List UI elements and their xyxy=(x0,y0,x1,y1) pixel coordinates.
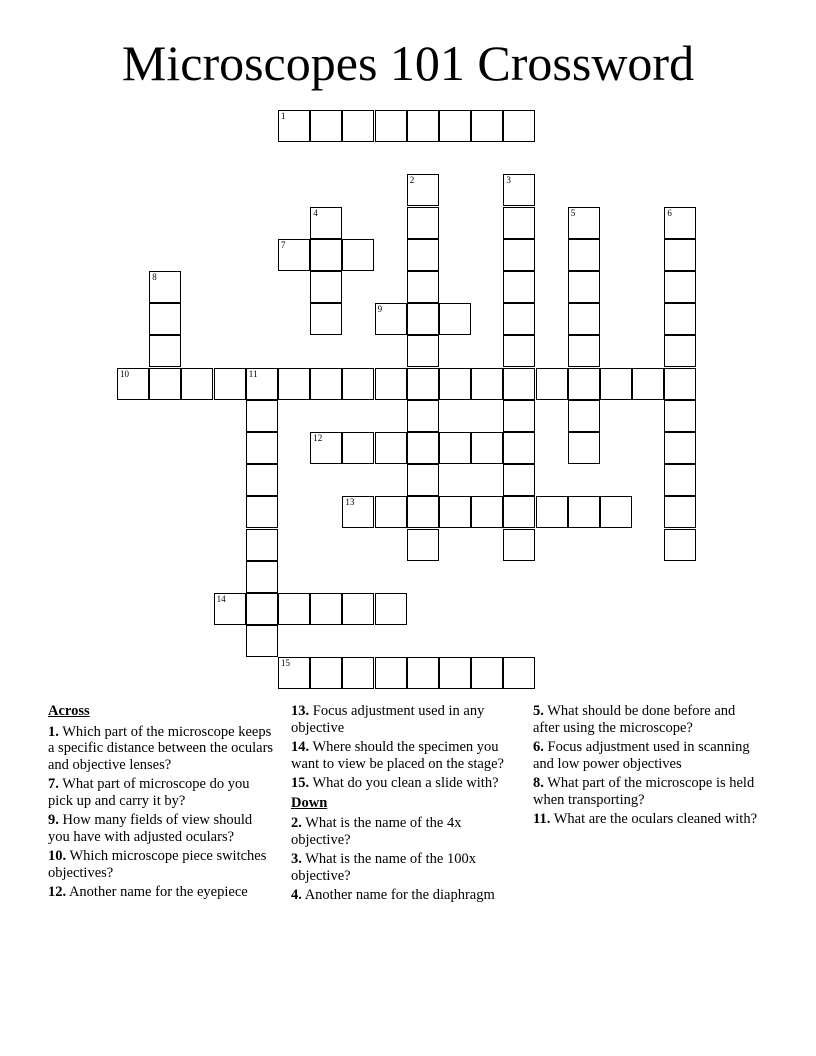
crossword-cell[interactable] xyxy=(278,593,310,625)
cell-number: 2 xyxy=(409,175,415,186)
crossword-cell[interactable] xyxy=(278,110,310,142)
crossword-cell[interactable] xyxy=(149,335,181,367)
crossword-cell[interactable] xyxy=(503,464,535,496)
crossword-cell[interactable] xyxy=(568,303,600,335)
crossword-cell[interactable] xyxy=(342,496,374,528)
crossword-cell[interactable] xyxy=(471,496,503,528)
crossword-cell[interactable] xyxy=(149,303,181,335)
crossword-cell[interactable] xyxy=(664,464,696,496)
clue-item xyxy=(533,811,758,828)
crossword-cell[interactable] xyxy=(310,207,342,239)
clue-item xyxy=(533,703,758,736)
clue-item xyxy=(291,815,511,848)
crossword-cell[interactable] xyxy=(664,368,696,400)
clue-item xyxy=(48,812,276,845)
crossword-cell[interactable] xyxy=(246,496,278,528)
crossword-cell[interactable] xyxy=(632,368,664,400)
crossword-cell[interactable] xyxy=(375,657,407,689)
crossword-cell[interactable] xyxy=(375,432,407,464)
crossword-cell[interactable] xyxy=(407,529,439,561)
crossword-cell[interactable] xyxy=(407,303,439,335)
down-heading: Down xyxy=(291,794,328,811)
crossword-cell[interactable] xyxy=(246,432,278,464)
clue-column-1 xyxy=(48,703,276,904)
crossword-cell[interactable] xyxy=(342,110,374,142)
clue-item xyxy=(48,724,276,774)
crossword-cell[interactable] xyxy=(439,496,471,528)
crossword-cell[interactable] xyxy=(375,593,407,625)
clue-number: 3. xyxy=(291,851,302,867)
clue-number: 10. xyxy=(48,848,67,864)
clue-number: 12. xyxy=(48,884,67,900)
crossword-cell[interactable] xyxy=(439,110,471,142)
crossword-cell[interactable] xyxy=(568,335,600,367)
crossword-cell[interactable] xyxy=(471,368,503,400)
cell-number: 9 xyxy=(377,304,383,315)
crossword-cell[interactable] xyxy=(407,496,439,528)
crossword-cell[interactable] xyxy=(342,657,374,689)
clue-item xyxy=(48,848,276,881)
crossword-cell[interactable] xyxy=(407,400,439,432)
clue-text: Focus adjustment used in scanning and low power objectives xyxy=(533,739,750,772)
clue-number: 8. xyxy=(533,775,544,791)
clue-text: Where should the specimen you want to view be placed on the stage? xyxy=(291,739,504,772)
crossword-cell[interactable] xyxy=(503,303,535,335)
crossword-cell[interactable] xyxy=(600,496,632,528)
clue-text: What part of microscope do you pick up and carry it by? xyxy=(48,776,250,809)
crossword-cell[interactable] xyxy=(664,303,696,335)
cell-number: 12 xyxy=(313,433,323,443)
crossword-cell[interactable] xyxy=(407,207,439,239)
crossword-cell[interactable] xyxy=(568,207,600,239)
crossword-cell[interactable] xyxy=(149,368,181,400)
crossword-cell[interactable] xyxy=(375,368,407,400)
clue-number: 14. xyxy=(291,739,310,755)
crossword-cell[interactable] xyxy=(214,368,246,400)
crossword-cell[interactable] xyxy=(246,625,278,657)
cell-number: 8 xyxy=(152,272,157,282)
clue-text: What should be done before and after using the microscope? xyxy=(533,703,736,736)
across-heading: Across xyxy=(48,703,90,719)
clue-text: Another name for the eyepiece xyxy=(68,884,248,900)
clue-text: What is the name of the 4x objective? xyxy=(291,815,462,848)
crossword-cell[interactable] xyxy=(664,400,696,432)
crossword-cell[interactable] xyxy=(246,593,278,625)
crossword-cell[interactable] xyxy=(664,529,696,561)
clue-number: 15. xyxy=(291,775,310,791)
clue-item xyxy=(533,739,758,772)
crossword-cell[interactable] xyxy=(568,271,600,303)
crossword-cell[interactable] xyxy=(568,496,600,528)
clue-text: What part of the microscope is held when transporting? xyxy=(533,775,755,808)
clue-item xyxy=(48,884,276,901)
crossword-cell[interactable] xyxy=(503,432,535,464)
crossword-cell[interactable] xyxy=(246,561,278,593)
cell-number: 3 xyxy=(506,175,511,186)
cell-number: 11 xyxy=(248,368,258,379)
crossword-cell[interactable] xyxy=(117,368,149,400)
clue-item xyxy=(291,851,511,884)
crossword-cell[interactable] xyxy=(375,110,407,142)
crossword-cell[interactable] xyxy=(503,110,535,142)
clue-item xyxy=(291,887,511,904)
cell-number: 15 xyxy=(281,658,290,669)
crossword-cell[interactable] xyxy=(407,335,439,367)
clue-number: 6. xyxy=(533,739,544,755)
crossword-cell[interactable] xyxy=(536,368,568,400)
crossword-cell[interactable] xyxy=(503,335,535,367)
crossword-cell[interactable] xyxy=(342,239,374,271)
crossword-cell[interactable] xyxy=(310,593,342,625)
crossword-cell[interactable] xyxy=(246,400,278,432)
crossword-cell[interactable] xyxy=(342,593,374,625)
clue-text: Which microscope piece switches objectives? xyxy=(48,848,267,881)
crossword-cell[interactable] xyxy=(310,303,342,335)
clue-item xyxy=(48,776,276,809)
crossword-cell[interactable] xyxy=(310,110,342,142)
crossword-cell[interactable] xyxy=(568,432,600,464)
crossword-cell[interactable] xyxy=(600,368,632,400)
crossword-cell[interactable] xyxy=(439,432,471,464)
clue-text: Focus adjustment used in any objective xyxy=(291,703,485,736)
clue-text: What are the oculars cleaned with? xyxy=(553,811,758,827)
crossword-cell[interactable] xyxy=(375,496,407,528)
down-clue-list xyxy=(291,815,511,904)
across-clue-list-continued xyxy=(291,703,511,792)
cell-number: 1 xyxy=(281,111,286,121)
crossword-cell[interactable] xyxy=(310,368,342,400)
clue-number: 7. xyxy=(48,776,59,792)
crossword-cell[interactable] xyxy=(503,207,535,239)
crossword-cell[interactable] xyxy=(375,303,407,335)
clue-item xyxy=(291,703,511,736)
crossword-cell[interactable] xyxy=(246,368,278,400)
clue-number: 9. xyxy=(48,812,59,828)
crossword-cell[interactable] xyxy=(278,657,310,689)
clue-number: 2. xyxy=(291,815,302,831)
crossword-cell[interactable] xyxy=(407,368,439,400)
crossword-cell[interactable] xyxy=(407,464,439,496)
cell-number: 10 xyxy=(120,368,129,379)
crossword-cell[interactable] xyxy=(664,239,696,271)
crossword-cell[interactable] xyxy=(310,271,342,303)
crossword-cell[interactable] xyxy=(471,110,503,142)
crossword-cell[interactable] xyxy=(503,239,535,271)
clue-text: What is the name of the 100x objective? xyxy=(291,851,476,884)
crossword-cell[interactable] xyxy=(503,368,535,400)
crossword-cell[interactable] xyxy=(278,239,310,271)
crossword-cell[interactable] xyxy=(310,657,342,689)
cell-number: 4 xyxy=(313,207,318,218)
crossword-cell[interactable] xyxy=(664,207,696,239)
crossword-cell[interactable] xyxy=(342,368,374,400)
clue-item xyxy=(291,739,511,772)
crossword-cell[interactable] xyxy=(439,303,471,335)
crossword-cell[interactable] xyxy=(407,432,439,464)
crossword-cell[interactable] xyxy=(503,174,535,206)
clue-item xyxy=(533,775,758,808)
cell-number: 14 xyxy=(216,594,226,604)
crossword-cell[interactable] xyxy=(310,239,342,271)
crossword-cell[interactable] xyxy=(214,593,246,625)
crossword-cell[interactable] xyxy=(503,657,535,689)
crossword-cell[interactable] xyxy=(407,110,439,142)
down-clue-list-continued xyxy=(533,703,758,828)
crossword-cell[interactable] xyxy=(246,464,278,496)
crossword-cell[interactable] xyxy=(568,368,600,400)
clue-number: 1. xyxy=(48,723,59,740)
clue-column-3 xyxy=(533,703,758,831)
crossword-cell[interactable] xyxy=(149,271,181,303)
crossword-cell[interactable] xyxy=(503,271,535,303)
crossword-cell[interactable] xyxy=(439,657,471,689)
crossword-cell[interactable] xyxy=(568,400,600,432)
clue-number: 4. xyxy=(291,887,302,903)
clue-text: What do you clean a slide with? xyxy=(312,775,499,791)
clue-text: Another name for the diaphragm xyxy=(304,887,495,903)
crossword-cell[interactable] xyxy=(664,496,696,528)
puzzle-title: Microscopes 101 Crossword xyxy=(121,35,695,91)
clue-number: 11. xyxy=(533,811,551,827)
crossword-cell[interactable] xyxy=(278,368,310,400)
crossword-cell[interactable] xyxy=(503,529,535,561)
crossword-cell[interactable] xyxy=(664,432,696,464)
crossword-cell[interactable] xyxy=(664,335,696,367)
crossword-cell[interactable] xyxy=(664,271,696,303)
clue-number: 5. xyxy=(533,703,544,719)
crossword-cell[interactable] xyxy=(471,657,503,689)
crossword-cell[interactable] xyxy=(181,368,213,400)
crossword-cell[interactable] xyxy=(471,432,503,464)
crossword-cell[interactable] xyxy=(503,496,535,528)
crossword-cell[interactable] xyxy=(407,271,439,303)
cell-number: 6 xyxy=(667,207,672,218)
crossword-cell[interactable] xyxy=(407,657,439,689)
crossword-cell[interactable] xyxy=(568,239,600,271)
crossword-cell[interactable] xyxy=(342,432,374,464)
crossword-cell[interactable] xyxy=(439,368,471,400)
cell-number: 7 xyxy=(281,239,286,250)
clue-item xyxy=(291,775,511,792)
across-clue-list xyxy=(48,724,276,901)
crossword-cell[interactable] xyxy=(407,239,439,271)
clue-text: Which part of the microscope keeps a specific distance between the oculars and objective lenses? xyxy=(48,723,274,773)
cell-number: 5 xyxy=(570,207,576,218)
crossword-cell[interactable] xyxy=(246,529,278,561)
clue-column-2 xyxy=(291,703,511,907)
crossword-cell[interactable] xyxy=(536,496,568,528)
clue-number: 13. xyxy=(291,703,310,719)
crossword-cell[interactable] xyxy=(310,432,342,464)
crossword-cell[interactable] xyxy=(503,400,535,432)
crossword-cell[interactable] xyxy=(407,174,439,206)
cell-number: 13 xyxy=(345,497,355,508)
clue-text: How many fields of view should you have with adjusted oculars? xyxy=(48,812,253,845)
